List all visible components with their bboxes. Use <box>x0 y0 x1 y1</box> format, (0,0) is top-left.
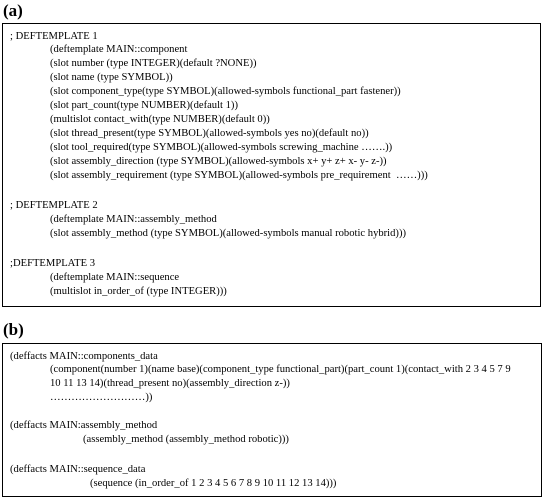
code-line: (slot assembly_requirement (type SYMBOL)(allowed-symbols pre_requirement ……))) <box>50 170 428 181</box>
code-line: (slot assembly_method (type SYMBOL)(allowed-symbols manual robotic hybrid))) <box>50 228 407 239</box>
code-line: (multislot in_order_of (type INTEGER))) <box>50 286 227 297</box>
code-line: ………………………)) <box>50 392 153 403</box>
code-line: ;DEFTEMPLATE 3 <box>10 258 96 269</box>
code-line: (deftemplate MAIN::sequence <box>50 272 180 283</box>
code-line: (deffacts MAIN::sequence_data <box>10 464 146 475</box>
code-line: (assembly_method (assembly_method robotic))) <box>83 434 289 445</box>
code-line: (component(number 1)(name base)(component_type functional_part)(part_count 1)(contact_with 2 3 4 5 7 9 <box>50 364 511 375</box>
code-line: (slot component_type(type SYMBOL)(allowed-symbols functional_part fastener)) <box>50 86 401 97</box>
code-line: (deffacts MAIN::components_data <box>10 351 158 362</box>
code-line: (sequence (in_order_of 1 2 3 4 5 6 7 8 9 10 11 12 13 14))) <box>90 478 337 489</box>
panel-b-label: (b) <box>3 320 24 339</box>
code-line: (deftemplate MAIN::assembly_method <box>50 214 217 225</box>
code-line: (slot assembly_direction (type SYMBOL)(allowed-symbols x+ y+ z+ x- y- z-)) <box>50 156 387 167</box>
code-line: (slot name (type SYMBOL)) <box>50 72 173 83</box>
code-line: (deftemplate MAIN::component <box>50 44 188 55</box>
code-line: ; DEFTEMPLATE 1 <box>10 31 98 42</box>
code-line: (multislot contact_with(type NUMBER)(default 0)) <box>50 114 270 125</box>
panel-a-label: (a) <box>3 1 23 20</box>
code-line: (slot part_count(type NUMBER)(default 1)) <box>50 100 238 111</box>
code-line: ; DEFTEMPLATE 2 <box>10 200 98 211</box>
deffacts-code-box <box>2 343 542 497</box>
code-line: (slot thread_present(type SYMBOL)(allowed-symbols yes no)(default no)) <box>50 128 369 139</box>
code-line: (deffacts MAIN:assembly_method <box>10 420 158 431</box>
deftemplate-code-box <box>2 23 541 307</box>
code-line: 10 11 13 14)(thread_present no)(assembly_direction z-)) <box>50 378 290 389</box>
code-line: (slot tool_required(type SYMBOL)(allowed-symbols screwing_machine …….)) <box>50 142 393 153</box>
code-line: (slot number (type INTEGER)(default ?NONE)) <box>50 58 257 69</box>
